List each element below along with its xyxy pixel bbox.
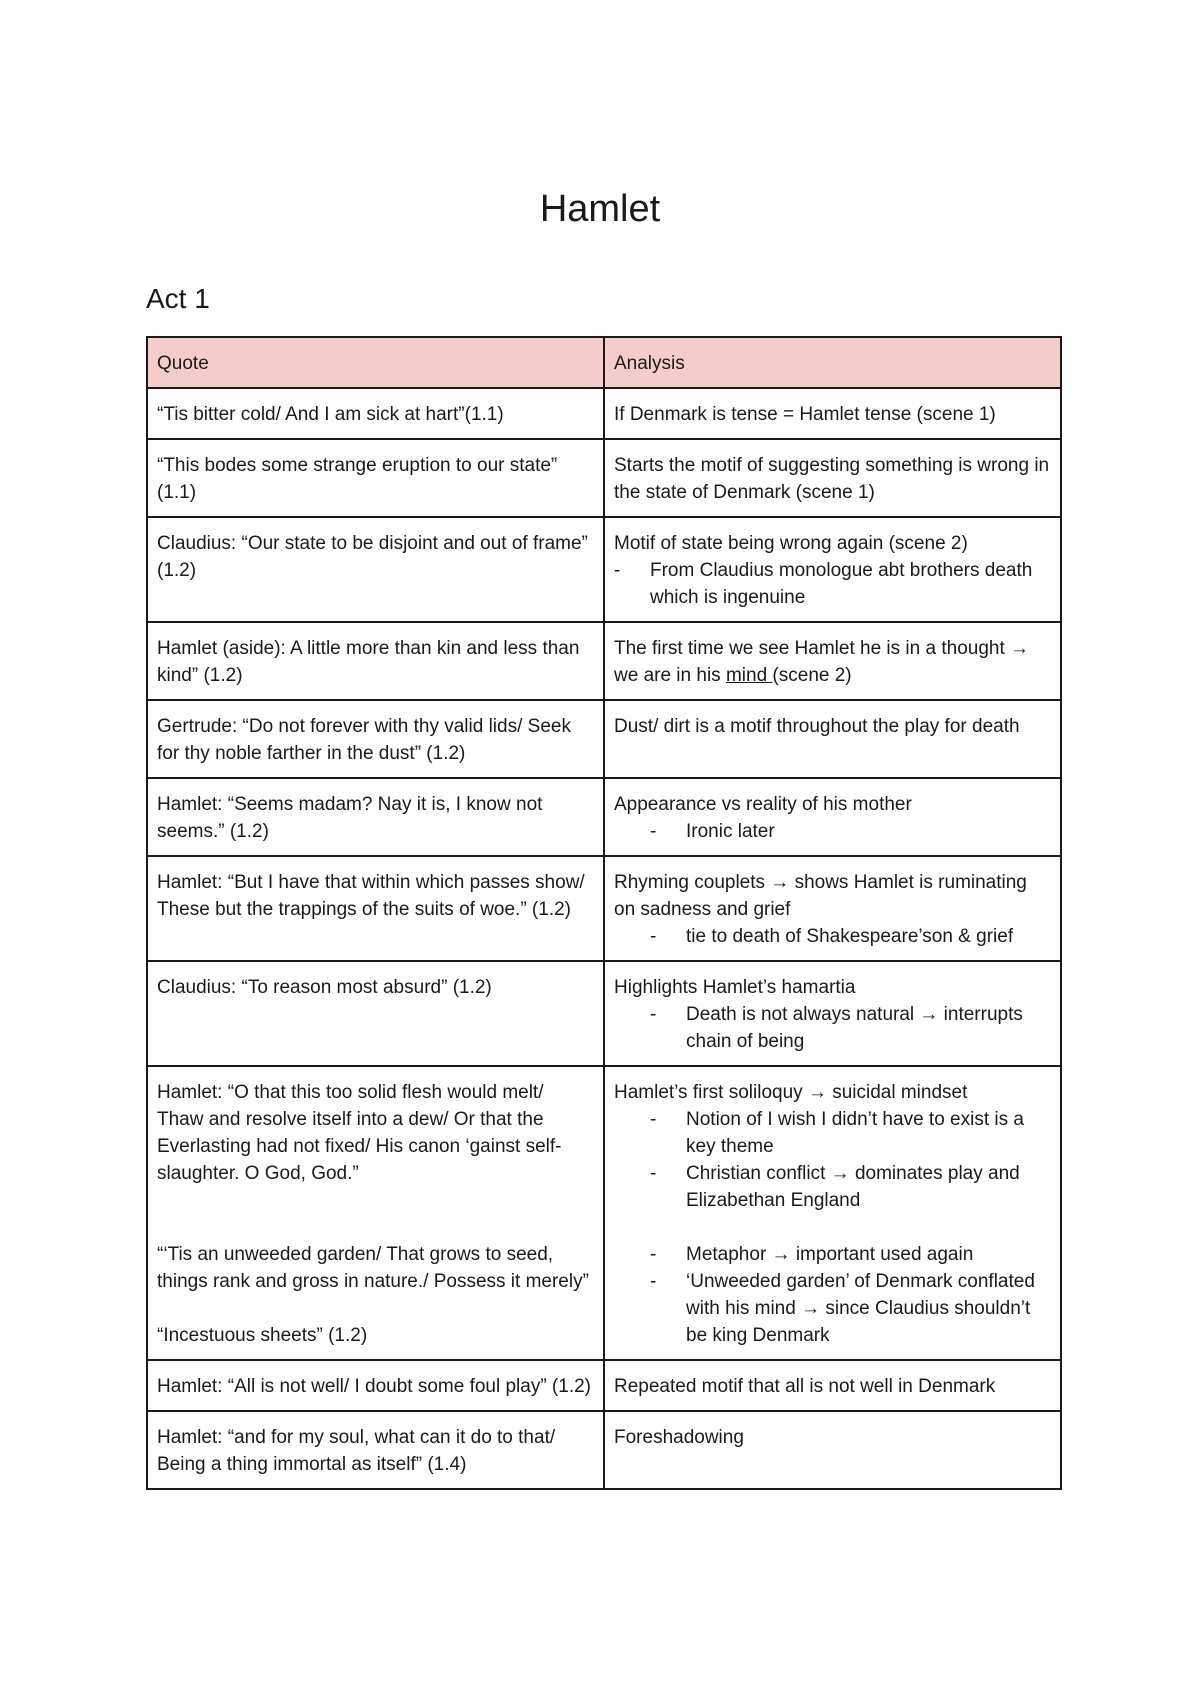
analysis-bullets — [614, 557, 1051, 611]
quote-cell — [147, 700, 604, 778]
header-analysis: Analysis — [604, 337, 1061, 388]
quote-cell — [147, 1066, 604, 1360]
analysis-bullet: - tie to death of Shakespeare’son & grief — [650, 923, 1051, 950]
analysis-cell — [604, 961, 1061, 1066]
analysis-text: If Denmark is tense = Hamlet tense (scene 1) — [614, 404, 996, 425]
paragraph-spacer — [157, 1187, 594, 1241]
quote-text: Hamlet (aside): A little more than kin and less than kind” (1.2) — [157, 638, 585, 686]
quote-text: “‘Tis an unweeded garden/ That grows to seed, things rank and gross in nature./ Possess it merely” — [157, 1244, 589, 1292]
quote-analysis-table — [146, 336, 1062, 1490]
quote-text: Claudius: “To reason most absurd” (1.2) — [157, 977, 492, 998]
analysis-bullet: - Metaphor → important used again — [650, 1241, 1051, 1268]
table-row — [147, 1066, 1061, 1360]
table-row — [147, 961, 1061, 1066]
analysis-cell — [604, 439, 1061, 517]
table-row — [147, 388, 1061, 439]
section-heading: Act 1 — [146, 283, 210, 314]
quote-text: Hamlet: “But I have that within which passes show/ These but the trappings of the suits of woe.” (1.2) — [157, 872, 590, 920]
table-row — [147, 1360, 1061, 1411]
analysis-cell — [604, 778, 1061, 856]
table-row — [147, 439, 1061, 517]
table-row — [147, 1411, 1061, 1489]
analysis-text: Starts the motif of suggesting something is wrong in the state of Denmark (scene 1) — [614, 455, 1055, 503]
analysis-bullet: - From Claudius monologue abt brothers death which is ingenuine — [614, 557, 1051, 611]
quote-cell — [147, 388, 604, 439]
analysis-underlined-word: mind — [725, 665, 773, 686]
analysis-cell — [604, 517, 1061, 622]
analysis-cell — [604, 1411, 1061, 1489]
table-row — [147, 778, 1061, 856]
quote-text: “Tis bitter cold/ And I am sick at hart”(1.1) — [157, 404, 504, 425]
analysis-bullet: - Christian conflict → dominates play and Elizabethan England — [650, 1160, 1051, 1214]
analysis-text: Hamlet’s first soliloquy → suicidal mindset — [614, 1082, 968, 1103]
analysis-bullet: - Notion of I wish I didn’t have to exist is a key theme — [650, 1106, 1051, 1160]
quote-text: Hamlet: “All is not well/ I doubt some foul play” (1.2) — [157, 1376, 592, 1397]
analysis-cell — [604, 700, 1061, 778]
quote-text: Hamlet: “and for my soul, what can it do to that/ Being a thing immortal as itself” (1.4) — [157, 1427, 561, 1475]
quote-text: Gertrude: “Do not forever with thy valid lids/ Seek for thy noble farther in the dust” (1.2) — [157, 716, 577, 764]
analysis-text: Rhyming couplets → shows Hamlet is ruminating on sadness and grief — [614, 872, 1033, 920]
analysis-bullets — [614, 818, 1051, 845]
quote-cell — [147, 778, 604, 856]
analysis-bullets — [614, 1001, 1051, 1055]
table-row — [147, 700, 1061, 778]
analysis-text: Highlights Hamlet’s hamartia — [614, 977, 856, 998]
paragraph-spacer — [614, 1214, 1051, 1241]
document-title: Hamlet — [539, 188, 661, 230]
quote-cell — [147, 517, 604, 622]
analysis-text: Foreshadowing — [614, 1427, 744, 1448]
analysis-bullet: - ‘Unweeded garden’ of Denmark conflated with his mind → since Claudius shouldn’t be king Denmark — [650, 1268, 1051, 1349]
quote-cell — [147, 1411, 604, 1489]
analysis-text — [614, 635, 1051, 689]
analysis-bullets — [614, 1241, 1051, 1349]
quote-cell — [147, 1360, 604, 1411]
analysis-cell — [604, 856, 1061, 961]
quote-cell — [147, 622, 604, 700]
quote-cell — [147, 961, 604, 1066]
quote-text: “This bodes some strange eruption to our state” (1.1) — [157, 455, 563, 503]
table-header-row — [147, 337, 1061, 388]
quote-text: Claudius: “Our state to be disjoint and out of frame” (1.2) — [157, 533, 594, 581]
analysis-text: Repeated motif that all is not well in Denmark — [614, 1376, 996, 1397]
analysis-text: Appearance vs reality of his mother — [614, 794, 912, 815]
analysis-bullets — [614, 923, 1051, 950]
table-row — [147, 622, 1061, 700]
analysis-text-part: The first time we see Hamlet he is in a thought → we are in his — [614, 638, 1035, 686]
analysis-bullets — [614, 1106, 1051, 1214]
quote-cell — [147, 439, 604, 517]
quote-cell — [147, 856, 604, 961]
analysis-bullet: - Death is not always natural → interrupts chain of being — [650, 1001, 1051, 1055]
analysis-cell — [604, 622, 1061, 700]
analysis-text: Motif of state being wrong again (scene 2) — [614, 533, 968, 554]
analysis-cell — [604, 1360, 1061, 1411]
analysis-text: Dust/ dirt is a motif throughout the play for death — [614, 716, 1020, 737]
quote-text: Hamlet: “Seems madam? Nay it is, I know not seems.” (1.2) — [157, 794, 548, 842]
paragraph-spacer — [157, 1295, 594, 1322]
header-quote: Quote — [147, 337, 604, 388]
quote-text: Hamlet: “O that this too solid flesh would melt/ Thaw and resolve itself into a dew/ Or that the Everlasting had not fixed/ His canon ‘gainst self-slaughter. O God, God.” — [157, 1082, 562, 1184]
table-row — [147, 517, 1061, 622]
analysis-bullet: - Ironic later — [650, 818, 1051, 845]
analysis-cell — [604, 1066, 1061, 1360]
analysis-text-part: (scene 2) — [772, 665, 852, 686]
analysis-cell — [604, 388, 1061, 439]
quote-text: “Incestuous sheets” (1.2) — [157, 1325, 368, 1346]
table-row — [147, 856, 1061, 961]
